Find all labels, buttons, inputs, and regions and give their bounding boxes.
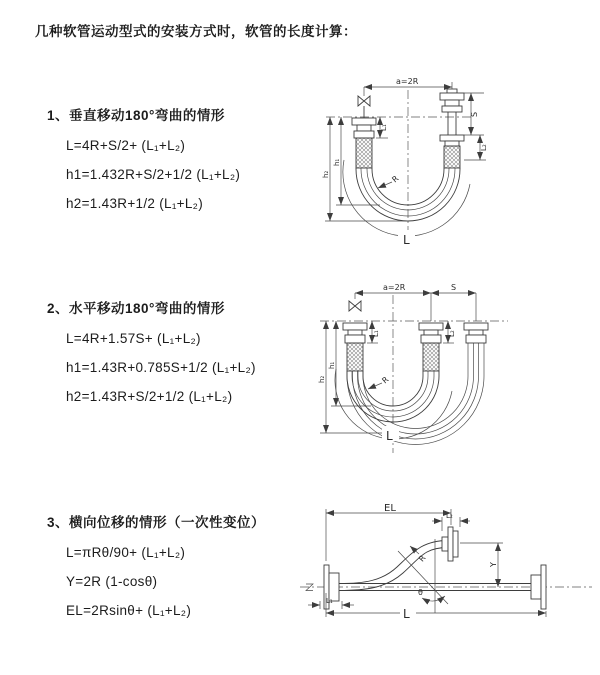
dim-r xyxy=(378,174,401,188)
section-2-heading: 2、水平移动180°弯曲的情形 xyxy=(47,301,225,316)
dim-l-arc xyxy=(343,160,470,247)
angle-construction xyxy=(398,539,448,613)
section-1-heading: 1、垂直移动180°弯曲的情形 xyxy=(47,108,225,123)
upper-flange xyxy=(442,527,458,561)
dim-label-l2: L₂ xyxy=(448,330,456,337)
dim-label-s: S xyxy=(470,111,479,117)
dim-y xyxy=(460,543,503,587)
right-braid-section xyxy=(444,146,460,168)
formula-l: L=4R+1.57S+ (L₁+L₂) xyxy=(66,331,201,346)
section-3-text xyxy=(47,511,337,618)
right-fitting xyxy=(464,323,488,343)
left-fitting xyxy=(343,323,367,343)
dim-label-h1: h₁ xyxy=(328,361,336,369)
dim-label-l1: L₁ xyxy=(380,124,388,131)
dim-label-l1: L₁ xyxy=(326,597,333,605)
formula-h2: h2=1.43R+1/2 (L₁+L₂) xyxy=(66,196,204,211)
dim-label-l1: L₁ xyxy=(372,330,380,337)
formula-y: Y=2R (1-cosθ) xyxy=(66,574,158,589)
diagram-vertical-180-bend xyxy=(320,74,498,258)
right-fitting xyxy=(440,89,464,146)
dim-label-el: EL xyxy=(384,503,396,514)
dim-label-r: R xyxy=(390,173,401,185)
dim-l xyxy=(326,593,546,621)
dim-label-l2: L₂ xyxy=(480,144,488,151)
dim-l2 xyxy=(443,321,456,343)
dim-label-s: S xyxy=(451,283,457,292)
hose-u-displaced xyxy=(347,343,484,445)
dim-label-span: a=2R xyxy=(396,77,419,86)
page-title: 几种软管运动型式的安装方式时，软管的长度计算： xyxy=(35,24,357,39)
dim-label-y: Y xyxy=(489,562,498,567)
diagram-lateral-displacement xyxy=(296,501,596,653)
dim-l1 xyxy=(308,597,354,609)
dim-label-l: L xyxy=(403,607,410,621)
diagram-horizontal-180-bend xyxy=(316,281,586,461)
dim-l1 xyxy=(367,321,380,343)
dim-span xyxy=(355,283,476,321)
middle-fitting xyxy=(419,323,443,343)
formula-h1: h1=1.432R+S/2+1/2 (L₁+L₂) xyxy=(66,167,241,182)
dim-s xyxy=(431,283,476,293)
formula-h2: h2=1.43R+S/2+1/2 (L₁+L₂) xyxy=(66,389,233,404)
dim-l1 xyxy=(376,117,388,138)
dim-label-span: a=2R xyxy=(383,283,406,292)
dim-r xyxy=(368,375,391,389)
left-braid-section xyxy=(356,138,372,168)
valve-icon xyxy=(349,301,361,311)
formula-l: L=πRθ/90+ (L₁+L₂) xyxy=(66,545,186,560)
dim-label-h2: h₂ xyxy=(318,375,326,383)
formula-el: EL=2Rsinθ+ (L₁+L₂) xyxy=(66,603,192,618)
dim-label-l: L xyxy=(403,233,410,247)
middle-braid-section xyxy=(423,343,439,371)
left-fitting xyxy=(352,106,376,138)
section-1-text xyxy=(47,104,337,211)
dim-l2 xyxy=(464,135,488,160)
formula-h1: h1=1.43R+0.785S+1/2 (L₁+L₂) xyxy=(66,360,256,375)
dim-label-h1: h₁ xyxy=(333,158,341,166)
hose-s-curve xyxy=(339,541,448,591)
dim-label-theta: θ xyxy=(418,588,423,597)
dim-label-l: L xyxy=(386,429,393,443)
dim-label-h2: h₂ xyxy=(322,170,330,178)
dim-el xyxy=(326,503,451,564)
formula-l: L=4R+S/2+ (L₁+L₂) xyxy=(66,138,186,153)
section-3-heading: 3、横向位移的情形（一次性变位） xyxy=(47,515,266,530)
dim-label-r: R xyxy=(380,374,391,386)
section-2-text xyxy=(47,297,337,404)
dim-label-r: R xyxy=(417,553,428,564)
dim-label-l2: L₂ xyxy=(446,512,453,520)
right-flange xyxy=(531,565,546,609)
valve-icon xyxy=(358,96,370,106)
left-braid-section xyxy=(347,343,363,371)
